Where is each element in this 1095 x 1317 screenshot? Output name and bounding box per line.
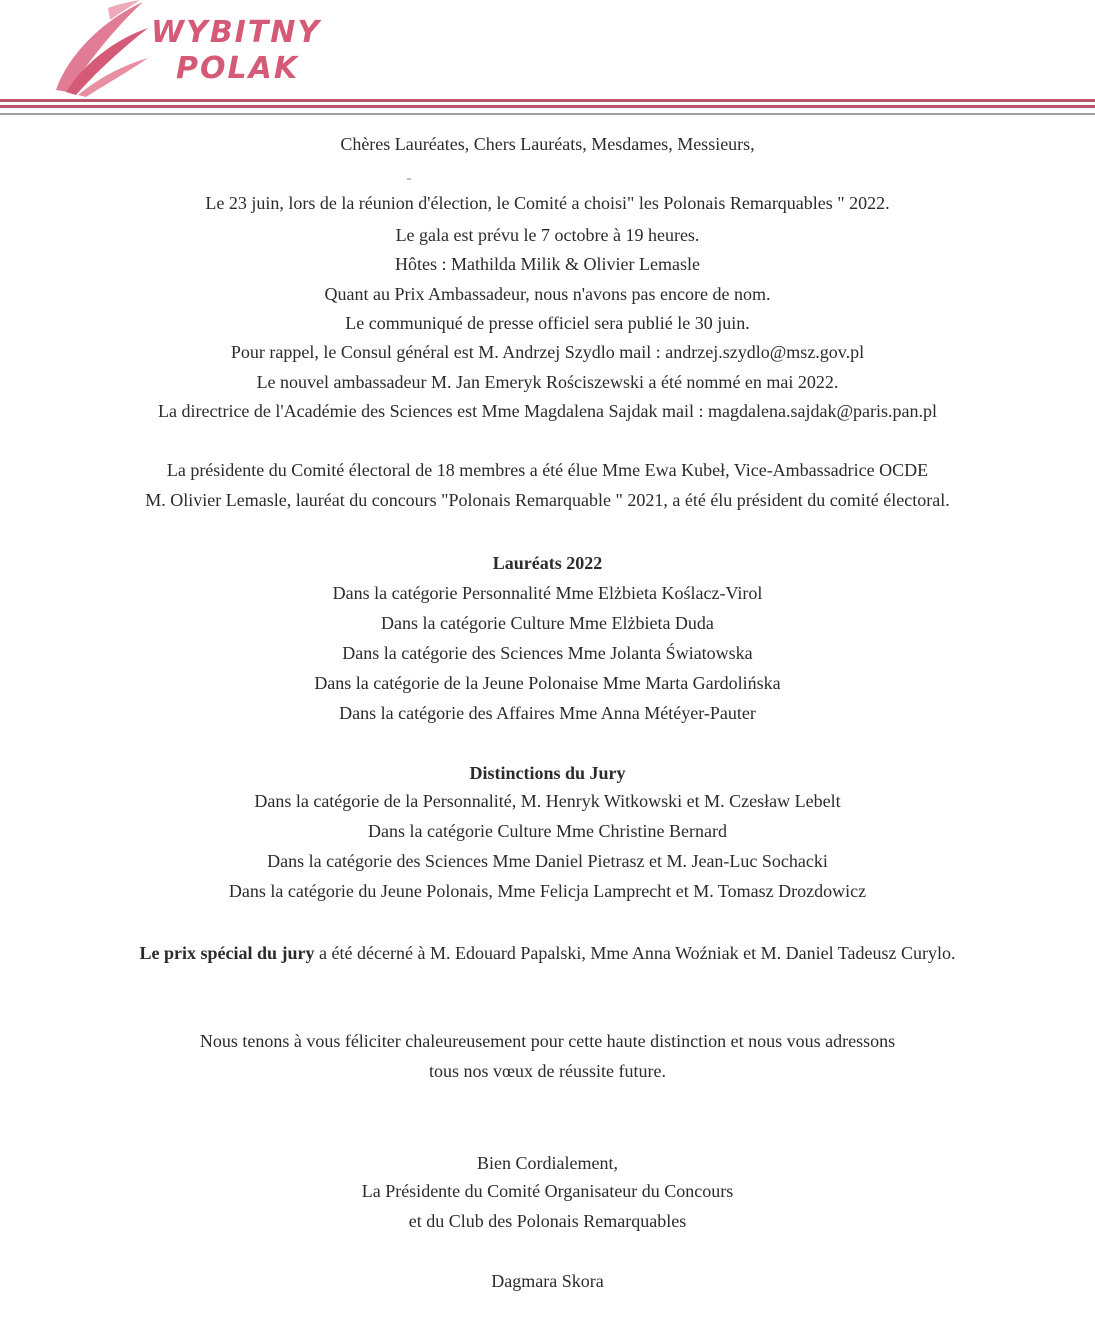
special-prize-label: Le prix spécial du jury: [139, 943, 315, 963]
committee-line: M. Olivier Lemasle, lauréat du concours "Polonais Remarquable " 2021, a été élu président du comité électoral.: [145, 490, 950, 510]
header-rule-top: [0, 99, 1095, 102]
greeting: Chères Lauréates, Chers Lauréats, Mesdames, Messieurs,: [340, 134, 755, 154]
jury-line: Dans la catégorie des Sciences Mme Daniel Pietrasz et M. Jean-Luc Sochacki: [267, 851, 828, 871]
intro-line: Le nouvel ambassadeur M. Jan Emeryk Rościszewski a été nommé en mai 2022.: [256, 372, 839, 392]
intro-line: Hôtes : Mathilda Milik & Olivier Lemasle: [395, 254, 700, 274]
signature: Dagmara Skora: [491, 1271, 604, 1291]
jury-heading: Distinctions du Jury: [469, 763, 626, 783]
special-prize: [0, 942, 1095, 964]
header-rule-middle: [0, 105, 1095, 108]
laureate-line: Dans la catégorie Culture Mme Elżbieta Duda: [381, 613, 714, 633]
closing-line: et du Club des Polonais Remarquables: [408, 1211, 687, 1231]
laureate-line: Dans la catégorie des Affaires Mme Anna Météyer-Pauter: [339, 703, 756, 723]
intro-line: Le gala est prévu le 7 octobre à 19 heures.: [395, 225, 700, 245]
intro-line: Le communiqué de presse officiel sera publié le 30 juin.: [345, 313, 750, 333]
laureates-heading: Lauréats 2022: [492, 553, 603, 573]
logo: [48, 0, 322, 100]
committee-line: La présidente du Comité électoral de 18 membres a été élue Mme Ewa Kubeł, Vice-Ambassadrice OCDE: [166, 460, 929, 480]
jury-line: Dans la catégorie Culture Mme Christine Bernard: [368, 821, 727, 841]
jury-line: Dans la catégorie du Jeune Polonais, Mme Felicja Lamprecht et M. Tomasz Drozdowicz: [228, 881, 867, 901]
closing-line: La Présidente du Comité Organisateur du Concours: [361, 1181, 734, 1201]
scan-speck: [407, 178, 411, 180]
logo-text-line1: WYBITNY: [151, 15, 322, 50]
congrats-line: tous nos vœux de réussite future.: [429, 1061, 666, 1081]
laureate-line: Dans la catégorie des Sciences Mme Jolanta Światowska: [342, 643, 753, 663]
intro-line: Pour rappel, le Consul général est M. Andrzej Szydlo mail : andrzej.szydlo@msz.gov.pl: [230, 342, 865, 362]
header-rule-bottom: [0, 113, 1095, 115]
logo-text-line2: POLAK: [176, 51, 300, 86]
feather-icon: [48, 0, 158, 100]
laureate-line: Dans la catégorie Personnalité Mme Elżbieta Koślacz-Virol: [332, 583, 763, 603]
intro-line: Quant au Prix Ambassadeur, nous n'avons pas encore de nom.: [324, 284, 771, 304]
special-prize-text: a été décerné à M. Edouard Papalski, Mme Anna Woźniak et M. Daniel Tadeusz Curylo.: [314, 943, 956, 963]
closing-line: Bien Cordialement,: [477, 1153, 618, 1173]
laureate-line: Dans la catégorie de la Jeune Polonaise Mme Marta Gardolińska: [314, 673, 781, 693]
congrats-line: Nous tenons à vous féliciter chaleureusement pour cette haute distinction et nous vous adressons: [199, 1031, 896, 1051]
intro-line: Le 23 juin, lors de la réunion d'élection, le Comité a choisi" les Polonais Remarquables " 2022.: [205, 193, 890, 213]
intro-line: La directrice de l'Académie des Sciences est Mme Magdalena Sajdak mail : magdalena.sajdak@paris.pan.pl: [157, 401, 938, 421]
jury-line: Dans la catégorie de la Personnalité, M. Henryk Witkowski et M. Czesław Lebelt: [254, 791, 841, 811]
